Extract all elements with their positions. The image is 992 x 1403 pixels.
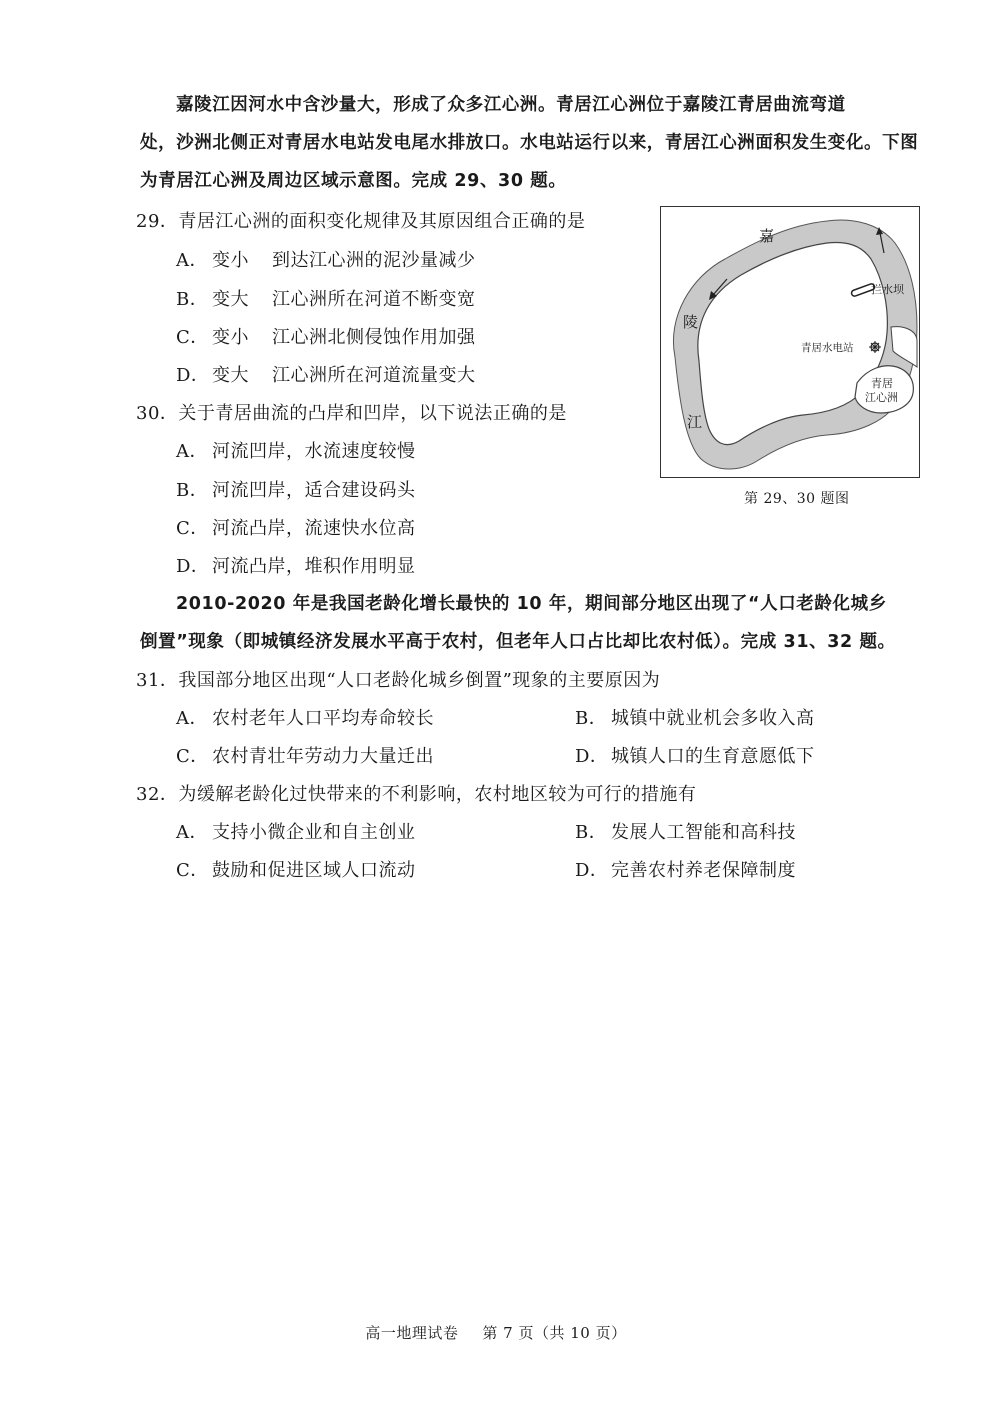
option-letter: D． [575, 746, 609, 767]
option-text: 发展人工智能和高科技 [611, 822, 796, 843]
map-label-ling: 陵 [683, 313, 699, 331]
figure-caption: 第 29、30 题图 [744, 491, 850, 507]
option-text: 城镇中就业机会多收入高 [611, 708, 815, 729]
option-letter: A． [176, 441, 208, 462]
intro-line-1: 2010-2020 年是我国老龄化增长最快的 10 年，期间部分地区出现了“人口老龄化城乡 [176, 594, 887, 614]
q29-option-a[interactable] [176, 246, 476, 272]
option-text: 农村青壮年劳动力大量迁出 [212, 746, 434, 767]
q32-option-d[interactable] [575, 856, 796, 882]
option-letter: B． [176, 289, 209, 310]
option-text: 江心洲北侧侵蚀作用加强 [272, 327, 476, 348]
intro-paragraph-31-32 [140, 585, 925, 661]
map-label-island-1: 青居 [871, 377, 893, 390]
question-29-stem: 29．青居江心洲的面积变化规律及其原因组合正确的是 [136, 211, 586, 232]
map-label-station: 青居水电站 [801, 342, 854, 354]
q31-option-a[interactable] [176, 704, 434, 730]
option-word: 变小 [212, 250, 249, 271]
intro-rest: 倒置”现象（即城镇经济发展水平高于农村，但老年人口占比却比农村低）。完成 31、32 题。 [140, 632, 896, 652]
option-word: 变大 [212, 365, 249, 386]
q30-option-b[interactable] [176, 476, 416, 502]
q32-option-b[interactable] [575, 818, 796, 844]
map-label-jiang: 江 [687, 413, 703, 431]
footer-page-number: 第 7 页（共 10 页） [482, 1324, 627, 1342]
option-word: 变大 [212, 289, 249, 310]
q29-option-d[interactable] [176, 361, 476, 387]
option-letter: C． [176, 860, 209, 881]
q31-option-b[interactable] [575, 704, 815, 730]
q30-option-a[interactable] [176, 437, 416, 463]
option-text: 鼓励和促进区域人口流动 [212, 860, 416, 881]
question-30-stem: 30．关于青居曲流的凸岸和凹岸，以下说法正确的是 [136, 403, 567, 424]
option-letter: C． [176, 518, 209, 539]
q32-option-a[interactable] [176, 818, 416, 844]
intro-paragraph-29-30 [140, 86, 925, 200]
option-letter: A． [176, 822, 208, 843]
q32-option-c[interactable] [176, 856, 416, 882]
intro-rest: 处，沙洲北侧正对青居水电站发电尾水排放口。水电站运行以来，青居江心洲面积发生变化。下图为青居江心洲及周边区域示意图。完成 29、30 题。 [140, 133, 919, 191]
option-letter: B． [575, 708, 608, 729]
option-letter: C． [176, 327, 209, 348]
option-letter: A． [176, 250, 208, 271]
map-label-dam: 拦水坝 [871, 283, 904, 296]
river-map-svg [661, 207, 919, 477]
q30-option-d[interactable] [176, 552, 416, 578]
option-word: 变小 [212, 327, 249, 348]
q29-option-b[interactable] [176, 285, 476, 311]
question-32-stem: 32．为缓解老龄化过快带来的不利影响，农村地区较为可行的措施有 [136, 784, 697, 805]
q31-option-c[interactable] [176, 742, 434, 768]
option-text: 江心洲所在河道流量变大 [272, 365, 476, 386]
option-text: 河流凹岸，水流速度较慢 [212, 441, 416, 462]
option-text: 江心洲所在河道不断变宽 [272, 289, 476, 310]
option-letter: B． [176, 480, 209, 501]
option-letter: B． [575, 822, 608, 843]
option-text: 河流凸岸，堆积作用明显 [212, 556, 416, 577]
footer-subject: 高一地理试卷 [365, 1324, 459, 1342]
question-31-stem: 31．我国部分地区出现“人口老龄化城乡倒置”现象的主要原因为 [136, 670, 661, 691]
option-text: 城镇人口的生育意愿低下 [611, 746, 815, 767]
option-letter: D． [176, 365, 210, 386]
option-text: 支持小微企业和自主创业 [212, 822, 416, 843]
river-map-figure [660, 206, 920, 478]
q29-option-c[interactable] [176, 323, 476, 349]
map-label-island-2: 江心洲 [865, 391, 898, 404]
option-text: 农村老年人口平均寿命较长 [212, 708, 434, 729]
option-letter: C． [176, 746, 209, 767]
option-text: 完善农村养老保障制度 [611, 860, 796, 881]
option-letter: D． [575, 860, 609, 881]
map-label-jia: 嘉 [759, 227, 775, 245]
option-text: 河流凹岸，适合建设码头 [212, 480, 416, 501]
q31-option-d[interactable] [575, 742, 815, 768]
option-text: 到达江心洲的泥沙量减少 [272, 250, 476, 271]
option-text: 河流凸岸，流速快水位高 [212, 518, 416, 539]
option-letter: D． [176, 556, 210, 577]
q30-option-c[interactable] [176, 514, 416, 540]
option-letter: A． [176, 708, 208, 729]
page-footer [0, 1322, 992, 1343]
intro-line-1: 嘉陵江因河水中含沙量大，形成了众多江心洲。青居江心洲位于嘉陵江青居曲流弯道 [176, 95, 846, 115]
